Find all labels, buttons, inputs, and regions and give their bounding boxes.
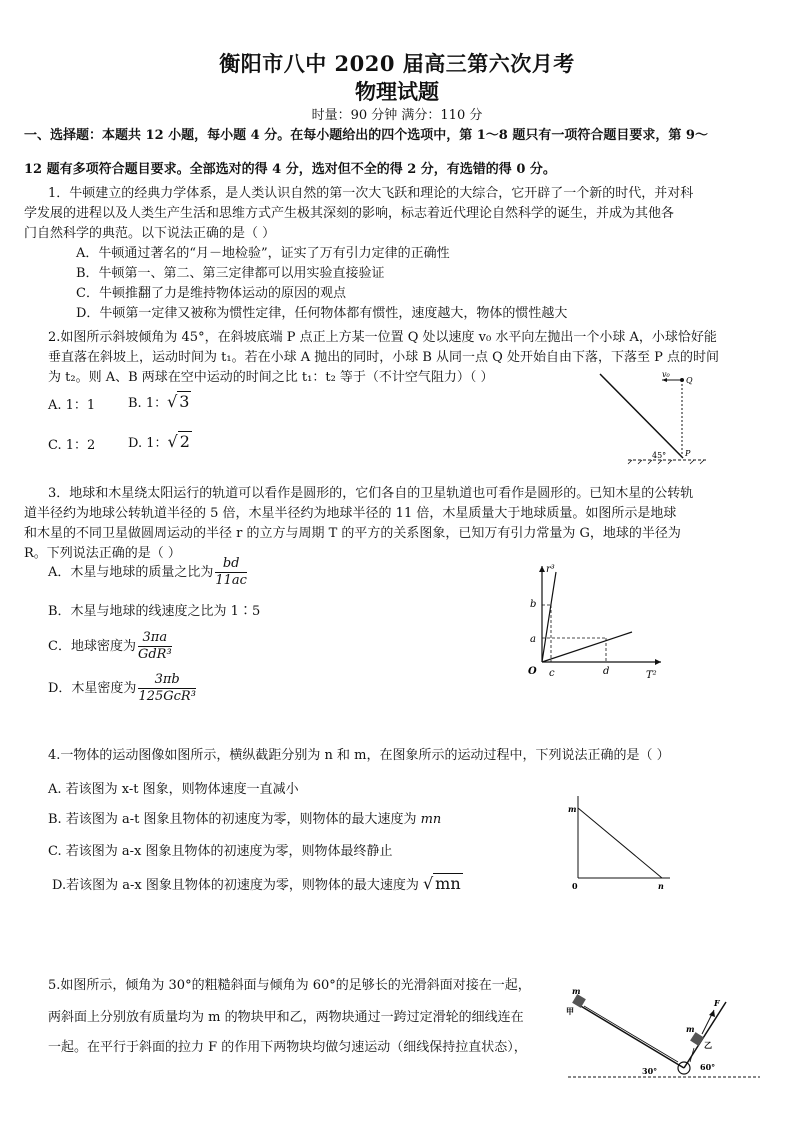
q4-graph-figure [566,790,676,894]
q4-option-d: D.若该图为 a-x 图象且物体的初速度为零，则物体的最大速度为 √ mn [52,874,461,893]
q3-option-d: D．木星密度为 $\frac{3\pi b}{\text{125GcR³}}$ [48,672,196,704]
x-axis-arrow [655,659,661,665]
m-label-yi: m [686,1024,695,1034]
q3-line2: 道半径约为地球公转轨道半径的 5 倍，木星半径约为地球半径的 11 倍，木星质量大于地球质量。如图所示是地球 [24,506,677,521]
q1-option-b: B．牛顿第一、第二、第三定律都可以用实验直接验证 [76,266,385,281]
q3-line4: R。下列说法正确的是（ ） [24,546,181,561]
q2-line2: 垂直落在斜坡上，运动时间为 t₁。若在小球 A 抛出的同时，小球 B 从同一点 Q 处开始自由下落，下落至 P 点的时间 [48,350,719,365]
slope-30 [574,1002,684,1068]
section-instructions-line1: 一、选择题：本题共 12 小题，每小题 4 分。在每小题给出的四个选项中，第 1～8 题只有一项符合题目要求，第 9～ [24,128,708,143]
exam-meta: 时量：90 分钟 满分：110 分 [311,108,483,123]
q3-option-a: A．木星与地球的质量之比为 $\frac{bd}{11ac}$ [48,556,247,588]
q5-line3: 一起。在平行于斜面的拉力 F 的作用下两物块均做匀速运动（细线保持拉直状态）， [48,1040,527,1055]
earth-line [542,632,632,662]
q2-option-a: A. 1：1 [48,398,96,413]
q1-option-d: D．牛顿第一定律又被称为惯性定律，任何物体都有惯性，速度越大，物体的惯性越大 [76,306,568,321]
q3-line1: 3．地球和木星绕太阳运行的轨道可以看作是圆形的，它们各自的卫星轨道也可看作是圆形的。已知木星的公转轨 [48,486,694,501]
b-label: b [530,599,537,610]
origin-label: O [528,666,537,677]
angle-30-label: 30° [642,1066,658,1076]
f-label: F [714,998,720,1008]
incline-line [600,374,683,458]
q1-line1: 1．牛顿建立的经典力学体系，是人类认识自然的第一次大飞跃和理论的大综合，它开辟了一个新的时代，并对科 [48,186,694,201]
c-label: c [549,668,555,679]
q2-incline-figure [598,370,718,466]
angle-60-label: 60° [700,1062,716,1072]
motion-line [578,808,662,878]
a-label: a [530,634,536,645]
point-q [680,378,684,382]
q5-incline-figure [560,988,764,1086]
ground-hatching [628,460,704,464]
q2-option-d: D. 1：√ 2 [128,432,190,451]
m-label: m [568,804,577,814]
q-label: Q [686,376,693,385]
exam-title: 衡阳市八中 2020 届高三第六次月考 [219,51,575,76]
q2-line1: 2.如图所示斜坡倾角为 45°，在斜坡底端 P 点正上方某一位置 Q 处以速度 v₀ 水平向左抛出一个小球 A，小球恰好能 [48,330,717,345]
x-axis-label: T² [646,670,657,681]
block-yi [690,1032,704,1046]
q5-line2: 两斜面上分别放有质量均为 m 的物块甲和乙，两物块通过一跨过定滑轮的细线连在 [48,1010,524,1025]
q2-option-c: C. 1：2 [48,438,96,453]
y-axis-arrow [539,566,545,572]
q4-option-c: C. 若该图为 a-x 图象且物体的初速度为零，则物体最终静止 [48,844,393,859]
q4-option-a: A. 若该图为 x-t 图象，则物体速度一直减小 [48,782,299,797]
p-label: P [685,449,691,458]
q3-graph-figure [516,560,666,684]
m-label-jia: m [572,988,581,996]
q1-option-a: A．牛顿通过著名的“月－地检验”，证实了万有引力定律的正确性 [76,246,450,261]
q4-line1: 4.一物体的运动图像如图所示，横纵截距分别为 n 和 m，在图象所示的运动过程中，下列说法正确的是（ ） [48,748,670,763]
y-axis-label: r³ [546,564,555,575]
force-f-arrowhead [709,1010,715,1017]
yi-label: 乙 [704,1040,712,1050]
n-label: n [658,881,664,891]
q1-line2: 学发展的进程以及人类生产生活和思维方式产生极其深刻的影响，标志着近代理论自然科学的诞生，并成为其他各 [24,206,675,221]
q2-option-b: B. 1：√ 3 [128,392,190,411]
q4-option-b: B. 若该图为 a-t 图象且物体的初速度为零，则物体的最大速度为 mn [48,812,442,827]
jupiter-line [542,572,556,662]
jia-label: 甲 [566,1006,574,1016]
q1-line3: 门自然科学的典范。以下说法正确的是（ ） [24,226,276,241]
q1-option-c: C．牛顿推翻了力是维持物体运动的原因的观点 [76,286,346,301]
q3-line3: 和木星的不同卫星做圆周运动的半径 r 的立方与周期 T 的平方的关系图象，已知万有引力常量为 G，地球的半径为 [24,526,681,541]
block-jia [572,994,586,1008]
q3-option-c: C．地球密度为 $\frac{3\pi a}{\text{GdR³}}$ [48,630,172,662]
section-instructions-line2: 12 题有多项符合题目要求。全部选对的得 4 分，选对但不全的得 2 分，有选错的得 0 分。 [24,162,556,177]
origin-label: 0 [572,881,578,891]
subject-title: 物理试题 [355,79,439,104]
angle-label: 45° [652,451,667,460]
d-label: d [603,666,610,677]
string-left [584,1006,678,1062]
q5-line1: 5.如图所示，倾角为 30°的粗糙斜面与倾角为 60°的足够长的光滑斜面对接在一起， [48,978,531,993]
string-right [690,1048,694,1062]
slope-60 [684,1002,726,1068]
q2-line3: 为 t₂。则 A、B 两球在空中运动的时间之比 t₁：t₂ 等于（不计空气阻力）（ ） [48,370,494,385]
q3-option-b: B．木星与地球的线速度之比为 1∶5 [48,604,261,619]
v0-label: v₀ [662,370,670,379]
